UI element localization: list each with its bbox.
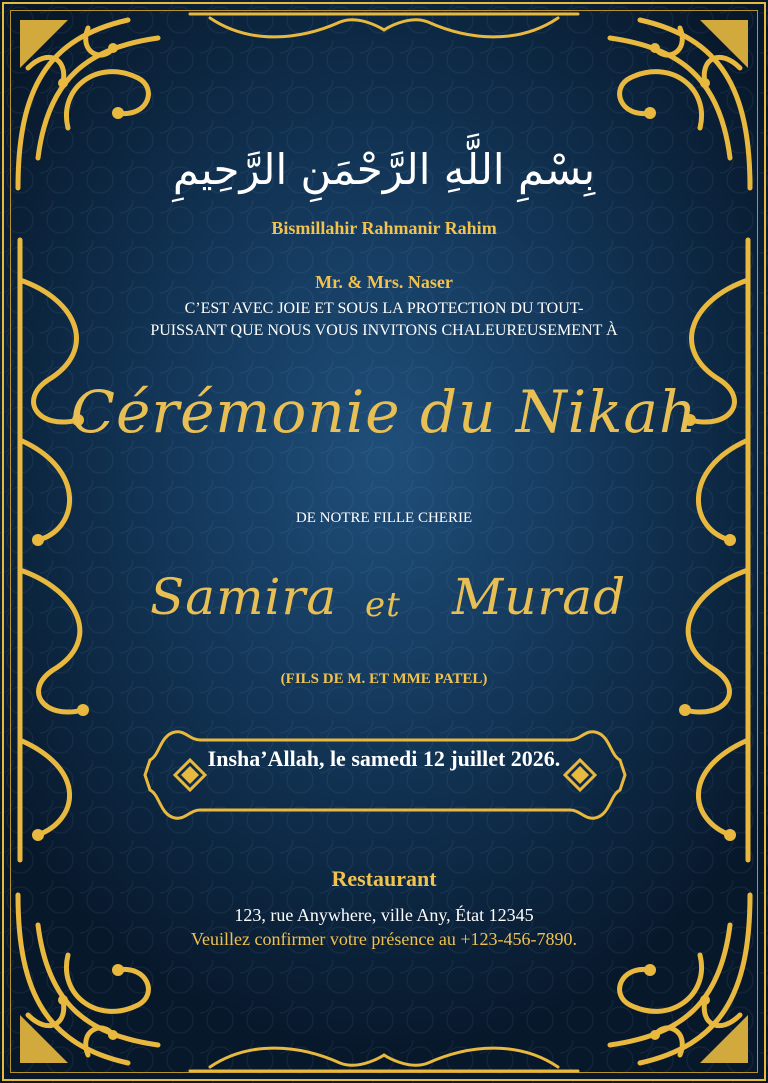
- bottom-scroll-ornament-icon: [190, 1035, 578, 1075]
- bismillah-transliteration: Bismillahir Rahmanir Rahim: [271, 218, 497, 238]
- daughter-line: DE NOTRE FILLE CHERIE: [295, 510, 473, 526]
- host-names: Mr. & Mrs. Naser: [315, 272, 453, 292]
- venue-address: 123, rue Anywhere, ville Any, État 12345: [234, 905, 534, 925]
- invitation-text: C’EST AVEC JOIE ET SOUS LA PROTECTION DU TOUT-PUISSANT QUE NOUS VOUS INVITONS CHALEUREUSEMENT À: [150, 300, 618, 339]
- ceremony-title: Cérémonie du Nikah: [70, 378, 698, 446]
- bride-name: Samira: [150, 568, 338, 626]
- top-scroll-ornament-icon: [190, 10, 578, 50]
- groom-parents: (FILS DE M. ET MME PATEL): [280, 671, 488, 687]
- groom-name: Murad: [452, 568, 627, 626]
- conjunction-et: et: [365, 585, 401, 625]
- event-date: Insha’Allah, le samedi 12 juillet 2026.: [207, 746, 561, 771]
- rsvp-line: Veuillez confirmer votre présence au +123-456-7890.: [190, 929, 577, 949]
- venue-name: Restaurant: [331, 866, 437, 891]
- bismillah-arabic-calligraphy: بِسْمِ اللَّهِ الرَّحْمَنِ الرَّحِيمِ: [172, 145, 596, 194]
